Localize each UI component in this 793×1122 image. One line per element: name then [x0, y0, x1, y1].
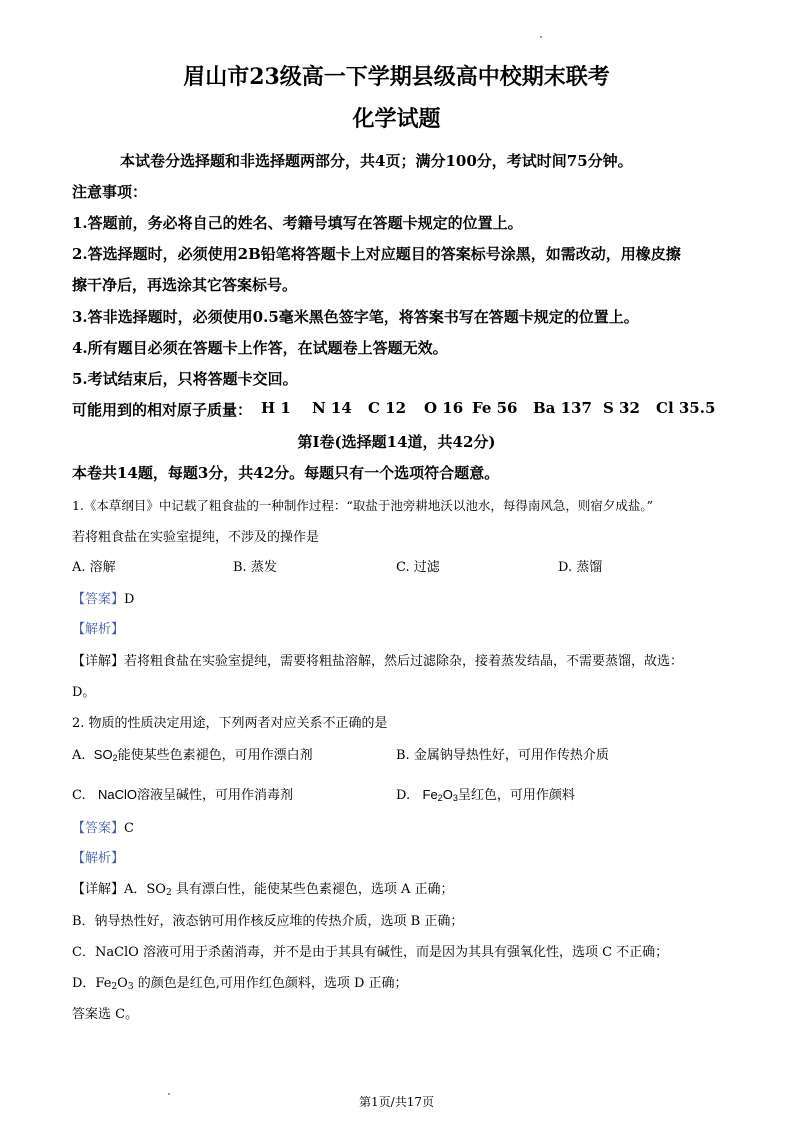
note-item-2: 2.答选择题时，必须使用2B铅笔将答题卡上对应题目的答案标号涂黑，如需改动，用橡皮擦 [72, 245, 681, 263]
atomic-mass-h: H 1 [261, 399, 291, 417]
q1-answer [72, 588, 134, 607]
q2-detail-line4 [72, 972, 408, 991]
answer-tag: 【答案】 [72, 821, 125, 836]
q2-option-c-prefix: C. [72, 788, 86, 803]
atomic-mass-n: N 14 [312, 399, 352, 417]
note-item-1: 1.答题前，务必将自己的姓名、考籍号填写在答题卡规定的位置上。 [72, 214, 523, 232]
fe2o3-formula [423, 787, 458, 802]
scan-mark [168, 1093, 170, 1095]
so2-formula-main: SO [93, 747, 113, 762]
q2-detail-line3: C．NaClO 溶液可用于杀菌消毒，并不是由于其具有碱性，而是因为其具有强氧化性，选项 C 不正确； [72, 945, 669, 960]
q2-detail-line2: B．钠导热性好，液态钠可用作核反应堆的传热介质，选项 B 正确； [72, 914, 464, 929]
detail-tag: 【详解】 [72, 654, 125, 669]
atomic-mass-ba: Ba 137 [533, 399, 592, 417]
note-item-4: 4.所有题目必须在答题卡上作答，在试题卷上答题无效。 [72, 339, 448, 357]
notes-heading: 注意事项： [72, 183, 148, 201]
q1-option-a: A. 溶解 [72, 560, 116, 575]
answer-tag: 【答案】 [72, 592, 125, 607]
q1-stem-line2: 若将粗食盐在实验室提纯，不涉及的操作是 [72, 530, 320, 545]
so2-formula-sub: 2 [112, 753, 118, 763]
q1-option-b: B. 蒸发 [233, 560, 277, 575]
naclo-formula: NaClO [98, 787, 138, 802]
q1-answer-value: D [124, 592, 135, 607]
q2-option-a-prefix: A. [72, 748, 86, 763]
q1-analysis-tag: 【解析】 [72, 622, 125, 637]
q1-stem-line1: 1.《本草纲目》中记载了粗食盐的一种制作过程：“取盐于池旁耕地沃以池水，每得南风急，则宿夕成盐。” [72, 498, 653, 513]
atomic-mass-o: O 16 [424, 399, 464, 417]
note-item-2-cont: 擦干净后，再选涂其它答案标号。 [72, 276, 298, 294]
q2-detail-line1 [72, 878, 454, 897]
so2-formula [94, 747, 118, 762]
q2-option-d-text: 呈红色，可用作颜料 [457, 788, 575, 803]
q1-option-d: D. 蒸馏 [558, 560, 603, 575]
atomic-mass-fe: Fe 56 [472, 399, 518, 417]
detail-tag: 【详解】 [72, 882, 125, 897]
q2-detail-d-sub1: 2 [111, 982, 118, 992]
exam-subtitle: 化学试题 [352, 106, 441, 132]
q2-option-d [396, 784, 575, 803]
q2-detail-a-sub: 2 [165, 888, 172, 898]
q2-detail-d-sub2: 3 [127, 982, 134, 992]
q1-detail-line1 [72, 650, 683, 669]
q2-analysis-tag: 【解析】 [72, 851, 125, 866]
exam-title: 眉山市23级高一下学期县级高中校期末联考 [183, 64, 610, 90]
exam-summary: 本试卷分选择题和非选择题两部分，共4页；满分100分，考试时间75分钟。 [120, 152, 633, 170]
q1-option-c: C. 过滤 [396, 560, 440, 575]
q2-option-a-text: 能使某些色素褪色，可用作漂白剂 [117, 748, 313, 763]
q2-answer-value: C [124, 821, 134, 836]
q2-answer [72, 817, 134, 836]
q2-option-c-text: 溶液呈碱性，可用作消毒剂 [137, 788, 294, 803]
q2-detail-d: D．Fe [72, 976, 112, 991]
atomic-mass-cl: Cl 35.5 [656, 399, 716, 417]
q2-detail-a: A．SO [124, 882, 166, 897]
q2-detail-d-o: O [117, 976, 128, 991]
section-instruction: 本卷共14题，每题3分，共42分。每题只有一个选项符合题意。 [72, 464, 500, 482]
section-heading: 第Ⅰ卷(选择题14道，共42分) [297, 433, 496, 451]
q2-detail-a-text: 具有漂白性，能使某些色素褪色，选项 A 正确； [171, 882, 454, 897]
q2-option-b: B. 金属钠导热性好，可用作传热介质 [396, 748, 609, 763]
note-item-5: 5.考试结束后，只将答题卡交回。 [72, 370, 298, 388]
atomic-mass-s: S 32 [603, 399, 640, 417]
q2-option-d-prefix: D. [396, 788, 411, 803]
atomic-mass-label: 可能用到的相对原子质量： [72, 401, 253, 419]
fe2o3-sub1: 2 [437, 793, 443, 803]
note-item-3: 3.答非选择题时，必须使用0.5毫米黑色签字笔，将答案书写在答题卡规定的位置上。 [72, 308, 639, 326]
q1-detail-line2: D。 [72, 685, 96, 700]
fe2o3-o: O [442, 787, 453, 802]
q2-conclusion: 答案选 C。 [72, 1007, 139, 1022]
fe2o3-sub2: 3 [452, 793, 458, 803]
q2-detail-d-text: 的颜色是红色,可用作红色颜料，选项 D 正确； [133, 976, 408, 991]
scan-mark [540, 36, 542, 38]
q1-detail-text: 若将粗食盐在实验室提纯，需要将粗盐溶解，然后过滤除杂，接着蒸发结晶，不需要蒸馏，故选： [124, 654, 684, 669]
q2-stem: 2. 物质的性质决定用途，下列两者对应关系不正确的是 [72, 716, 388, 731]
fe2o3-fe: Fe [422, 787, 438, 802]
q2-option-c [72, 784, 293, 803]
atomic-mass-c: C 12 [368, 399, 407, 417]
q2-option-a [72, 744, 313, 763]
page-number: 第1页/共17页 [359, 1095, 434, 1109]
